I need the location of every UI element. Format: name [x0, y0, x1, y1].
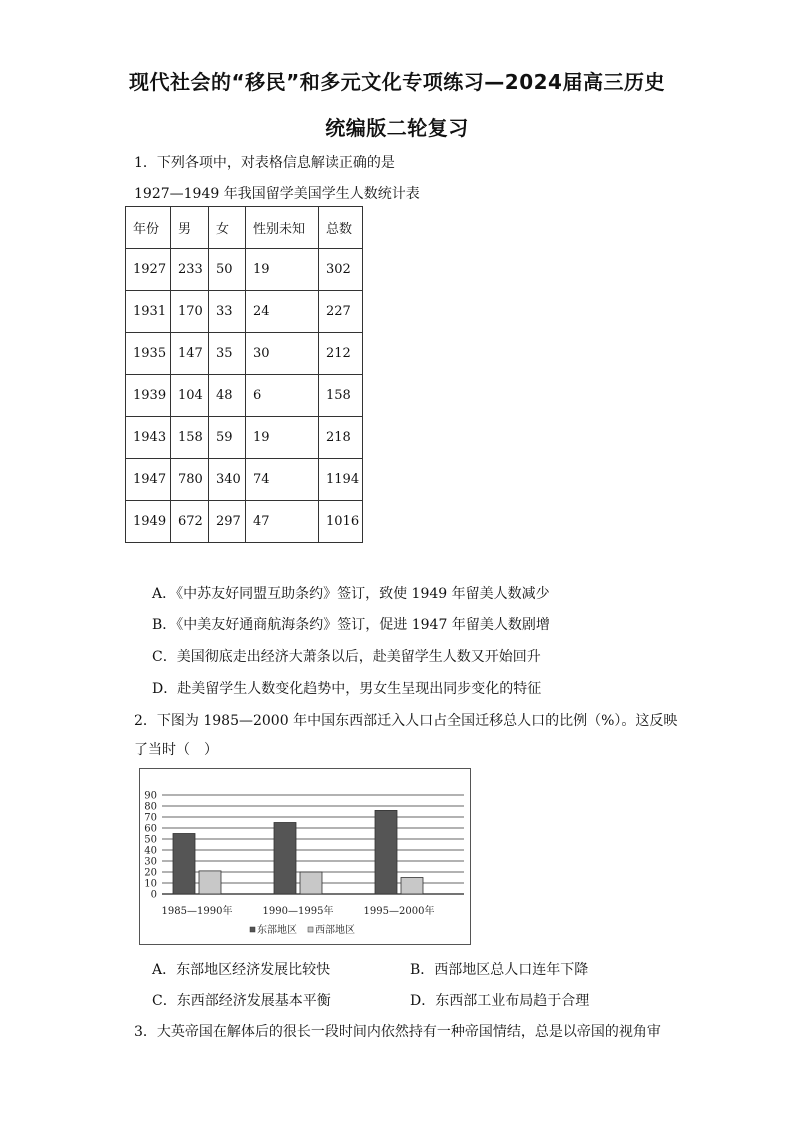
document-title-line1: 现代社会的“移民”和多元文化专项练习—2024届高三历史	[129, 70, 665, 94]
table-row	[126, 291, 363, 333]
table-header-cell: 男	[171, 207, 209, 249]
y-tick-label: 20	[144, 867, 157, 879]
table-cell: 1939	[126, 375, 171, 417]
table-cell: 6	[246, 375, 319, 417]
table-row	[126, 501, 363, 543]
bar-east	[173, 834, 195, 895]
table-cell: 227	[319, 291, 363, 333]
document-title-line2: 统编版二轮复习	[325, 116, 469, 140]
question-1-stem: 1．下列各项中，对表格信息解读正确的是	[134, 155, 395, 171]
table-cell: 74	[246, 459, 319, 501]
y-tick-label: 50	[144, 834, 157, 846]
table-cell: 340	[209, 459, 246, 501]
table-cell: 1947	[126, 459, 171, 501]
table-cell: 1943	[126, 417, 171, 459]
table-cell: 218	[319, 417, 363, 459]
migration-bar-chart	[139, 768, 471, 945]
y-tick-label: 0	[150, 889, 157, 901]
table-cell: 24	[246, 291, 319, 333]
x-category-label: 1990—1995年	[262, 906, 334, 917]
table-cell: 33	[209, 291, 246, 333]
table-caption: 1927—1949 年我国留学美国学生人数统计表	[134, 186, 420, 202]
bar-west	[199, 871, 221, 894]
bar-west	[300, 872, 322, 894]
table-row	[126, 459, 363, 501]
table-cell: 297	[209, 501, 246, 543]
y-tick-label: 80	[144, 801, 157, 813]
table-cell: 158	[319, 375, 363, 417]
student-stats-table	[125, 206, 363, 543]
table-header-row	[126, 207, 363, 249]
q1-option-b[interactable]: B．《中美友好通商航海条约》签订，促进 1947 年留美人数剧增	[152, 617, 550, 633]
table-header-cell: 女	[209, 207, 246, 249]
legend-marker	[308, 927, 313, 932]
q2-option-c[interactable]: C．东西部经济发展基本平衡	[152, 993, 331, 1009]
table-header-cell: 总数	[319, 207, 363, 249]
table-cell: 672	[171, 501, 209, 543]
table-cell: 158	[171, 417, 209, 459]
chart-svg	[140, 769, 470, 944]
table-cell: 47	[246, 501, 319, 543]
table-cell: 1949	[126, 501, 171, 543]
y-tick-label: 90	[144, 790, 157, 802]
table-row	[126, 375, 363, 417]
x-category-label: 1985—1990年	[161, 906, 233, 917]
bar-east	[375, 810, 397, 894]
legend-label: 东部地区	[257, 925, 297, 936]
table-cell: 1016	[319, 501, 363, 543]
table-cell: 1931	[126, 291, 171, 333]
table-cell: 35	[209, 333, 246, 375]
q2-option-a[interactable]: A．东部地区经济发展比较快	[152, 962, 331, 978]
y-tick-label: 60	[144, 823, 157, 835]
table-cell: 19	[246, 249, 319, 291]
table-cell: 1935	[126, 333, 171, 375]
bar-east	[274, 823, 296, 895]
table-cell: 50	[209, 249, 246, 291]
table-row	[126, 417, 363, 459]
y-tick-label: 30	[144, 856, 157, 868]
table-header-cell: 年份	[126, 207, 171, 249]
legend-marker	[250, 927, 255, 932]
table-header-cell: 性别未知	[246, 207, 319, 249]
table-cell: 302	[319, 249, 363, 291]
table-cell: 147	[171, 333, 209, 375]
table-cell: 59	[209, 417, 246, 459]
question-2-stem-line1: 2．下图为 1985—2000 年中国东西部迁入人口占全国迁移总人口的比例（%）。这反映	[134, 713, 678, 729]
y-tick-label: 10	[144, 878, 157, 890]
table-cell: 233	[171, 249, 209, 291]
q2-option-b[interactable]: B．西部地区总人口连年下降	[410, 962, 589, 978]
table-cell: 30	[246, 333, 319, 375]
q1-option-d[interactable]: D．赴美留学生人数变化趋势中，男女生呈现出同步变化的特征	[152, 681, 542, 697]
q1-option-c[interactable]: C．美国彻底走出经济大萧条以后，赴美留学生人数又开始回升	[152, 649, 541, 665]
y-tick-label: 70	[144, 812, 157, 824]
table-cell: 170	[171, 291, 209, 333]
legend-label: 西部地区	[315, 925, 355, 936]
table-cell: 780	[171, 459, 209, 501]
x-category-label: 1995—2000年	[363, 906, 435, 917]
bar-west	[401, 878, 423, 895]
q1-option-a[interactable]: A．《中苏友好同盟互助条约》签订，致使 1949 年留美人数减少	[152, 586, 550, 602]
q2-option-d[interactable]: D．东西部工业布局趋于合理	[410, 993, 590, 1009]
table-cell: 48	[209, 375, 246, 417]
y-tick-label: 40	[144, 845, 157, 857]
question-3-stem: 3．大英帝国在解体后的很长一段时间内依然持有一种帝国情结，总是以帝国的视角审	[134, 1024, 661, 1040]
table-cell: 19	[246, 417, 319, 459]
table-cell: 1927	[126, 249, 171, 291]
table-row	[126, 249, 363, 291]
table-cell: 104	[171, 375, 209, 417]
table-row	[126, 333, 363, 375]
question-2-stem-line2: 了当时（ ）	[134, 742, 218, 758]
table-cell: 1194	[319, 459, 363, 501]
table-cell: 212	[319, 333, 363, 375]
